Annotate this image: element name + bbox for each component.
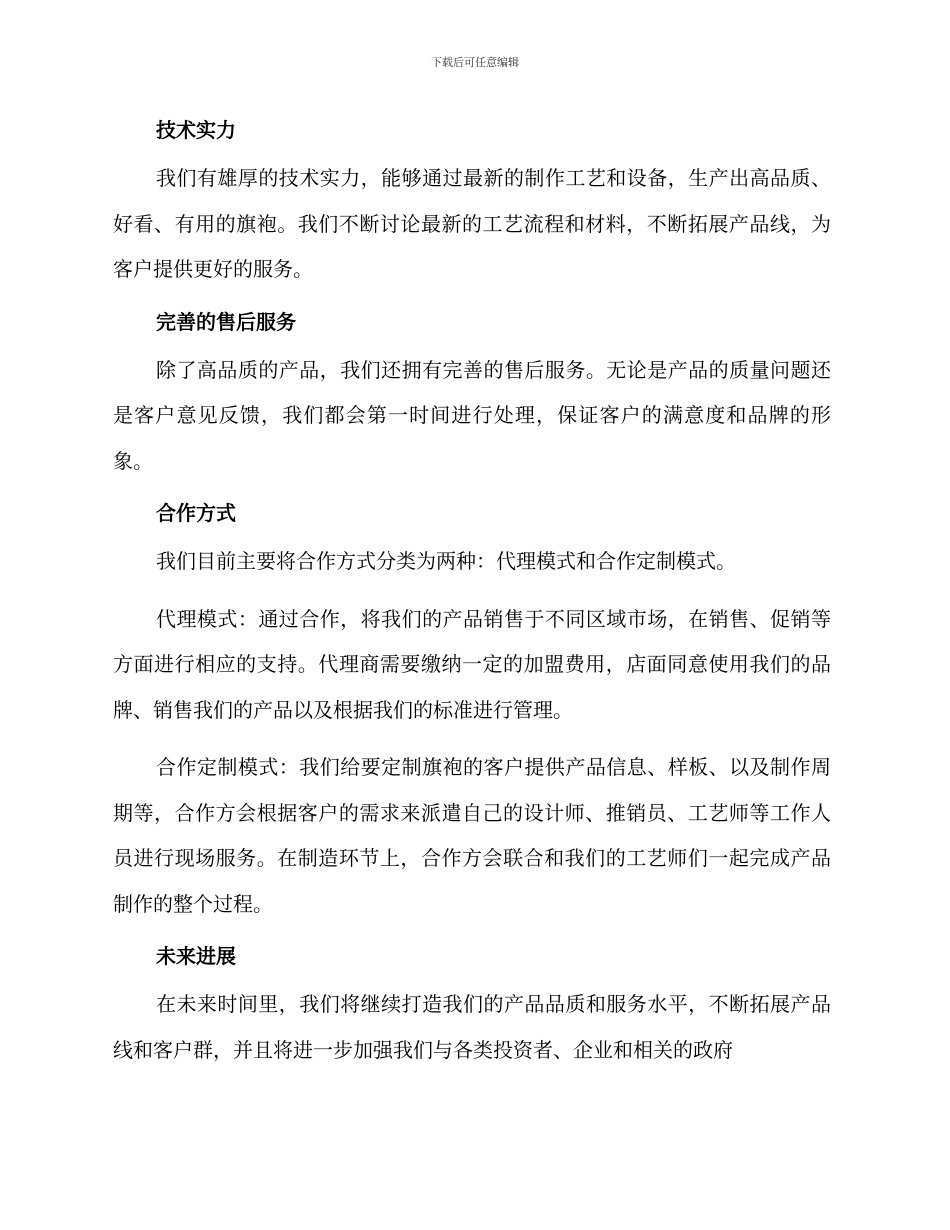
section-title-cooperation: 合作方式 bbox=[156, 501, 236, 525]
section-paragraph: 我们目前主要将合作方式分类为两种：代理模式和合作定制模式。 bbox=[156, 549, 736, 573]
section-paragraph: 除了高品质的产品，我们还拥有完善的售后服务。无论是产品的质量问题还是客户意见反馈，我们都会第一时间进行处理，保证客户的满意度和品牌的形象。 bbox=[113, 357, 831, 473]
section-title-after-sales: 完善的售后服务 bbox=[156, 309, 296, 334]
page-header: 下载后可任意编辑 bbox=[431, 56, 519, 69]
section-title-future: 未来进展 bbox=[156, 944, 236, 968]
section-paragraph: 在未来时间里，我们将继续打造我们的产品品质和服务水平，不断拓展产品线和客户群，并且将进一步加强我们与各类投资者、企业和相关的政府 bbox=[113, 992, 831, 1062]
section-paragraph: 合作定制模式：我们给要定制旗袍的客户提供产品信息、样板、以及制作周期等，合作方会根据客户的需求来派遣自己的设计师、推销员、工艺师等工作人员进行现场服务。在制造环节上，合作方会联合和我们的工艺师们一起完成产品制作的整个过程。 bbox=[113, 755, 831, 916]
section-paragraph: 我们有雄厚的技术实力，能够通过最新的制作工艺和设备，生产出高品质、好看、有用的旗袍。我们不断讨论最新的工艺流程和材料，不断拓展产品线，为客户提供更好的服务。 bbox=[113, 166, 831, 281]
section-paragraph: 代理模式：通过合作，将我们的产品销售于不同区域市场，在销售、促销等方面进行相应的支持。代理商需要缴纳一定的加盟费用，店面同意使用我们的品牌、销售我们的产品以及根据我们的标准进行管理。 bbox=[113, 606, 831, 722]
section-title-tech: 技术实力 bbox=[156, 118, 236, 142]
document-body bbox=[113, 116, 831, 1073]
